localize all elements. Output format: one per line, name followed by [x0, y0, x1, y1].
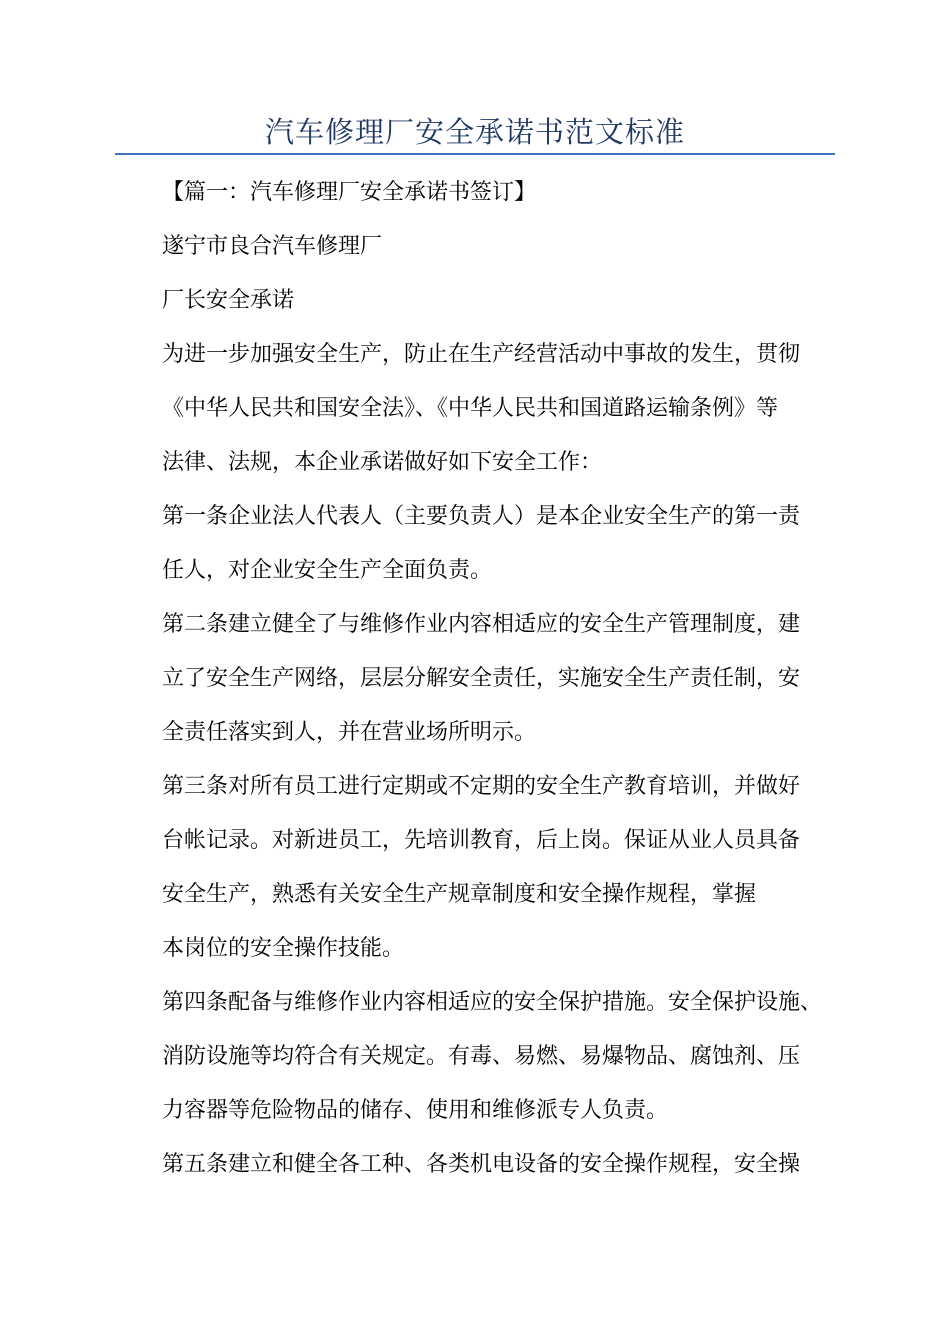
- text-line: 为进一步加强安全生产，防止在生产经营活动中事故的发生，贯彻: [162, 342, 801, 367]
- text-line: 台帐记录。对新进员工，先培训教育，后上岗。保证从业人员具备: [162, 828, 801, 853]
- subheading: 厂长安全承诺: [162, 288, 295, 313]
- text-line: 第五条建立和健全各工种、各类机电设备的安全操作规程，安全操: [162, 1152, 801, 1177]
- text-line: 第三条对所有员工进行定期或不定期的安全生产教育培训，并做好: [162, 774, 801, 799]
- section-heading: 【篇一：汽车修理厂安全承诺书签订】: [162, 180, 537, 205]
- text-line: 法律、法规，本企业承诺做好如下安全工作：: [162, 450, 603, 475]
- text-line: 第一条企业法人代表人（主要负责人）是本企业安全生产的第一责: [162, 504, 801, 529]
- text-line: 本岗位的安全操作技能。: [162, 936, 405, 961]
- title-underline: [115, 153, 835, 155]
- text-line: 第四条配备与维修作业内容相适应的安全保护措施。安全保护设施、: [162, 990, 823, 1015]
- text-line: 安全生产，熟悉有关安全生产规章制度和安全操作规程，掌握: [162, 882, 757, 907]
- company-name: 遂宁市良合汽车修理厂: [162, 234, 383, 259]
- document-title: 汽车修理厂安全承诺书范文标准: [264, 115, 685, 149]
- text-line: 消防设施等均符合有关规定。有毒、易燃、易爆物品、腐蚀剂、压: [162, 1044, 801, 1069]
- document-body: [162, 166, 842, 1192]
- text-line: 立了安全生产网络，层层分解安全责任，实施安全生产责任制，安: [162, 666, 801, 691]
- text-line: 任人，对企业安全生产全面负责。: [162, 558, 493, 583]
- text-line: 全责任落实到人，并在营业场所明示。: [162, 720, 537, 745]
- text-line: 《中华人民共和国安全法》、《中华人民共和国道路运输条例》等: [162, 396, 779, 421]
- text-line: 力容器等危险物品的储存、使用和维修派专人负责。: [162, 1098, 669, 1123]
- text-line: 第二条建立健全了与维修作业内容相适应的安全生产管理制度，建: [162, 612, 801, 637]
